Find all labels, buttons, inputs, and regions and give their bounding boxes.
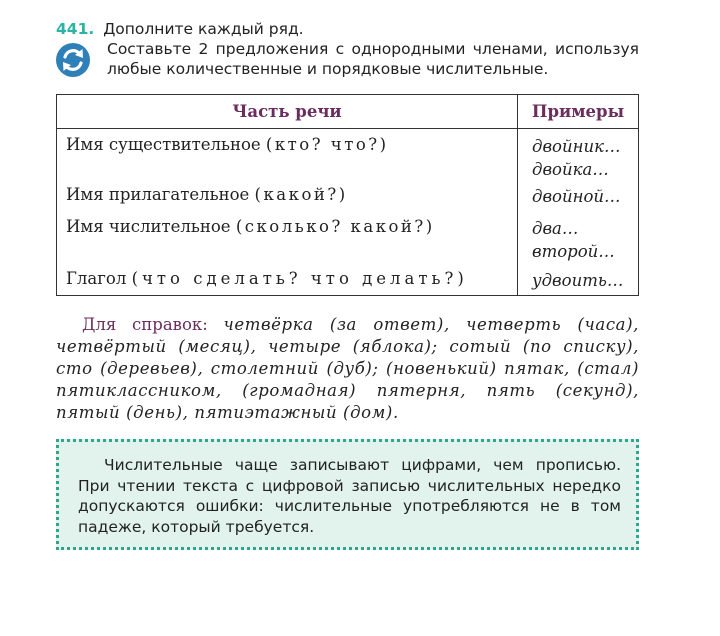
part-of-speech-cell xyxy=(57,181,518,212)
task-title: Дополните каждый ряд. xyxy=(103,20,304,38)
examples-cell xyxy=(518,129,639,182)
table-row xyxy=(57,212,639,265)
table-header-row xyxy=(57,95,639,129)
example-word: второй… xyxy=(532,242,615,261)
examples-cell xyxy=(518,212,639,265)
info-note-box xyxy=(56,439,639,550)
header-part-of-speech: Часть речи xyxy=(57,95,518,129)
reference-paragraph xyxy=(56,314,639,424)
part-of-speech-cell xyxy=(57,212,518,265)
task-header xyxy=(56,20,304,39)
example-word: двойник… xyxy=(532,137,621,156)
table-row xyxy=(57,181,639,212)
part-of-speech-cell xyxy=(57,129,518,182)
part-name: Имя числительное xyxy=(66,217,231,236)
part-question: (какой?) xyxy=(254,185,348,204)
part-question: (сколько? какой?) xyxy=(235,217,435,236)
reference-label: Для справок: xyxy=(82,315,208,334)
task-instruction: Составьте 2 предложения с однородными членами, используя любые количественные и порядковые числительные. xyxy=(107,40,639,78)
example-word: удвоить… xyxy=(532,271,624,290)
example-word: двойка… xyxy=(532,160,609,179)
header-examples: Примеры xyxy=(518,95,639,129)
examples-cell xyxy=(518,265,639,296)
example-word: два… xyxy=(532,219,579,238)
part-question: (что сделать? что делать?) xyxy=(131,269,468,288)
reference-block xyxy=(56,314,639,424)
parts-of-speech-table xyxy=(56,94,639,296)
part-question: (кто? что?) xyxy=(265,135,389,154)
table-row xyxy=(57,129,639,182)
example-word: двойной… xyxy=(532,187,621,206)
part-name: Глагол xyxy=(66,269,127,288)
cycle-arrows-icon xyxy=(56,43,90,77)
examples-cell xyxy=(518,181,639,212)
part-of-speech-cell xyxy=(57,265,518,296)
table-row xyxy=(57,265,639,296)
info-note-text: Числительные чаще записывают цифрами, чем прописью. При чтении текста с цифровой записью числительных нередко допускаются ошибки: числительные употребляются не в том падеже, который требуется. xyxy=(78,456,621,536)
reference-text: четвёрка (за ответ), четверть (часа), четвёртый (месяц), четыре (яблока); сотый (по списку), сто (деревьев), столетний (дуб); (новенький) пятак, (стал) пятиклассником, (громадная) пятерня, пять (секунд), пятый (день), пятиэтажный (дом). xyxy=(56,315,639,422)
part-name: Имя прилагательное xyxy=(66,185,250,204)
task-number: 441. xyxy=(56,20,95,38)
part-name: Имя существительное xyxy=(66,135,261,154)
